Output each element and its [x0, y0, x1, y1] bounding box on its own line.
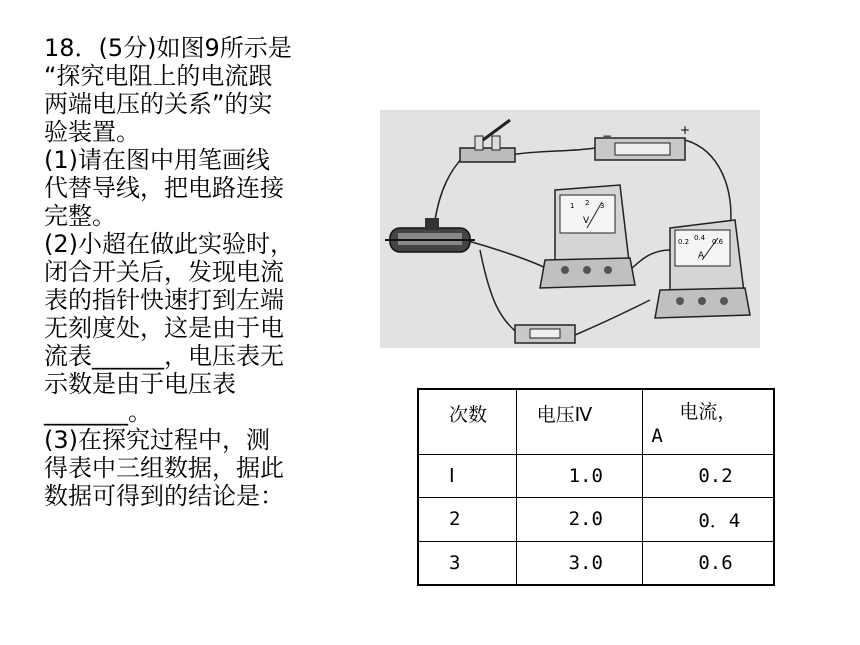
ammeter-scale-2: 0.4: [694, 234, 706, 242]
question-line: 两端电压的关系”的实: [44, 90, 273, 118]
cell-current: 0.6: [643, 541, 774, 585]
battery-plus-label: +: [680, 123, 691, 137]
question-line: 得表中三组数据，据此: [44, 454, 284, 482]
question-line: 数据可得到的结论是：: [44, 482, 284, 510]
cell-trial: 2: [418, 498, 516, 541]
voltmeter-scale-1: 1: [570, 202, 575, 210]
ammeter-label: A: [698, 251, 705, 261]
question-line: (1)请在图中用笔画线: [44, 146, 270, 174]
question-line: 无刻度处，这是由于电: [44, 314, 284, 342]
cell-trial: 3: [418, 541, 516, 585]
data-table: [417, 388, 775, 586]
cell-trial: Ⅰ: [418, 454, 516, 497]
voltmeter-scale-3: 3: [600, 202, 605, 210]
header-current-unit: A: [651, 425, 663, 447]
cell-current: 0.2: [643, 454, 774, 497]
question-line: (2)小超在做此实验时，: [44, 230, 294, 258]
table-row: [418, 454, 774, 497]
question-line: 代替导线，把电路连接: [44, 174, 284, 202]
ammeter-scale-1: 0.2: [678, 238, 690, 246]
question-line: 闭合开关后，发现电流: [44, 258, 284, 286]
question-line: 完整。: [44, 202, 116, 230]
battery-minus-label: −: [602, 129, 613, 143]
voltmeter-label: V: [583, 216, 590, 226]
question-line: “探究电阻上的电流跟: [44, 62, 273, 90]
table-header-row: [418, 389, 774, 454]
circuit-figure: [380, 110, 760, 348]
header-trial: 次数: [418, 389, 516, 454]
question-line: (3)在探究过程中，测: [44, 426, 270, 454]
resistor-icon: [515, 325, 575, 343]
question-line: 验装置。: [44, 118, 140, 146]
cell-voltage: 3.0: [516, 541, 643, 585]
voltmeter-icon: [540, 185, 635, 288]
table-row: [418, 498, 774, 541]
table-row: [418, 541, 774, 585]
ammeter-scale-3: 0.6: [712, 238, 724, 246]
ammeter-icon: [655, 220, 750, 318]
header-current-label: 电流，: [679, 401, 737, 423]
header-voltage: 电压Ⅳ: [516, 389, 643, 454]
cell-voltage: 2.0: [516, 498, 643, 541]
question-line: 示数是由于电压表: [44, 370, 236, 398]
question-line: 表的指针快速打到左端: [44, 286, 284, 314]
header-current: [643, 389, 774, 454]
question-line: 18．(5分)如图9所示是: [44, 34, 292, 62]
question-text: [44, 34, 344, 510]
question-line: _______。: [44, 398, 152, 426]
cell-voltage: 1.0: [516, 454, 643, 497]
cell-current: 0．4: [643, 498, 774, 541]
voltmeter-scale-2: 2: [585, 199, 590, 207]
question-line: 流表______，电压表无: [44, 342, 284, 370]
